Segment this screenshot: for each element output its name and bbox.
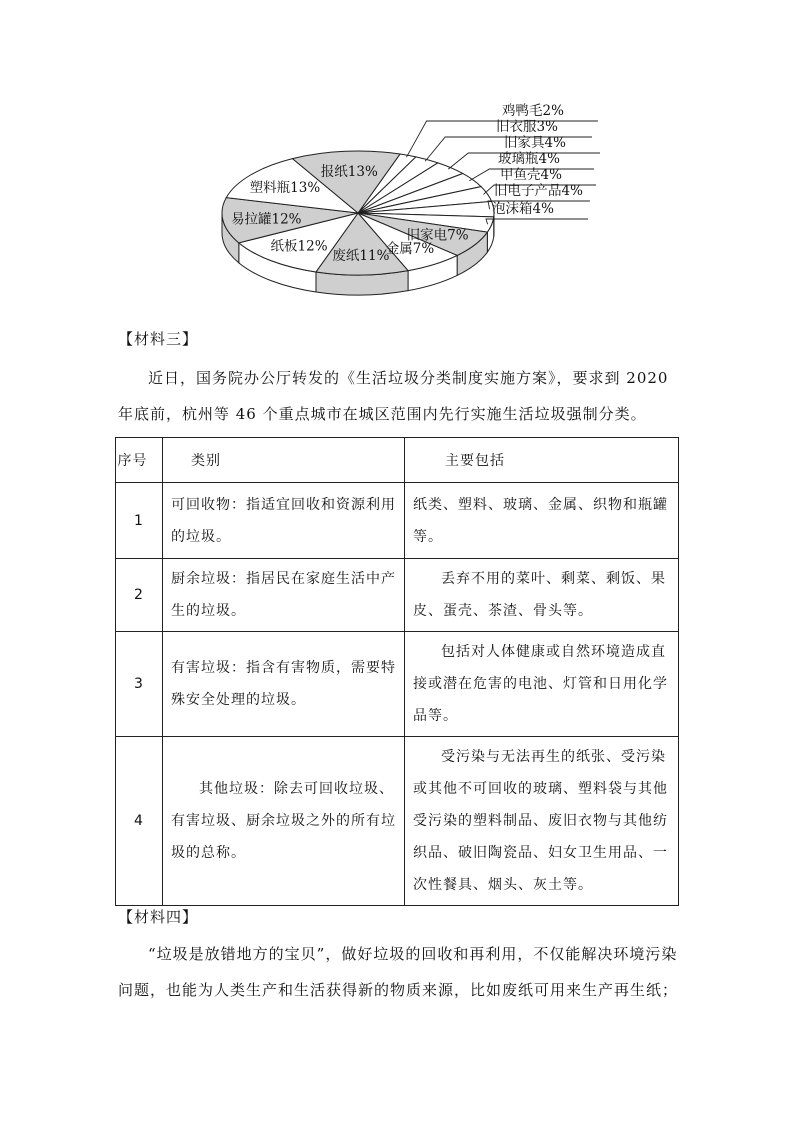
- table-header-row: [116, 438, 679, 483]
- pie-label: 旧电子产品4%: [494, 183, 583, 199]
- pie-label: 玻璃瓶4%: [498, 151, 560, 167]
- material4-paragraph: “垃圾是放错地方的宝贝”，做好垃圾的回收和再利用，不仅能解决环境污染问题，也能为人类生产和生活获得新的物质来源，比如废纸可用来生产再生纸；: [118, 945, 679, 999]
- pie-label: 鸡鸭毛2%: [502, 103, 564, 119]
- row-category: 其他垃圾：除去可回收垃圾、有害垃圾、厨余垃圾之外的所有垃圾的总称。: [163, 737, 405, 906]
- material4-heading: 【材料四】: [118, 908, 199, 926]
- row-includes: 纸类、塑料、玻璃、金属、织物和瓶罐等。: [405, 483, 679, 559]
- row-number: 4: [116, 737, 163, 906]
- pie-label: 旧家电7%: [406, 227, 469, 244]
- row-category: 可回收物：指适宜回收和资源利用的垃圾。: [163, 483, 405, 559]
- table-row: [116, 559, 679, 632]
- pie-label: 易拉罐12%: [230, 211, 302, 228]
- header-index: 序号: [116, 438, 163, 483]
- row-number: 1: [116, 483, 163, 559]
- pie-label: 报纸13%: [320, 164, 378, 181]
- row-includes: 丢弃不用的菜叶、剩菜、剩饭、果皮、蛋壳、茶渣、骨头等。: [405, 559, 679, 632]
- material3-line1: 近日，国务院办公厅转发的《生活垃圾分类制度实施方案》，要求到 2020: [148, 369, 669, 387]
- material3-line2: 年底前，杭州等 46 个重点城市在城区范围内先行实施生活垃圾强制分类。: [118, 405, 647, 423]
- pie-label: 纸板12%: [270, 238, 328, 255]
- pie-label: 旧衣服3%: [496, 119, 558, 135]
- pie-label: 废纸11%: [332, 248, 390, 265]
- row-includes: 包括对人体健康或自然环境造成直接或潜在危害的电池、灯管和日用化学品等。: [405, 632, 679, 737]
- row-number: 2: [116, 559, 163, 632]
- pie-label: 金属7%: [385, 240, 435, 257]
- row-includes: 受污染与无法再生的纸张、受污染或其他不可回收的玻璃、塑料袋与其他受污染的塑料制品、废旧衣物与其他纺织品、破旧陶瓷品、妇女卫生用品、一次性餐具、烟头、灰土等。: [405, 737, 679, 906]
- pie-label: 塑料瓶13%: [249, 180, 321, 197]
- table-row: [116, 483, 679, 559]
- waste-classification-table: [115, 437, 679, 906]
- waste-composition-pie-chart: [210, 95, 610, 315]
- row-category: 有害垃圾：指含有害物质，需要特殊安全处理的垃圾。: [163, 632, 405, 737]
- pie-label: 泡沫箱4%: [492, 201, 554, 217]
- header-category: 类别: [163, 438, 405, 483]
- row-number: 3: [116, 632, 163, 737]
- material3-heading: 【材料三】: [118, 330, 199, 348]
- pie-label: 旧家具4%: [504, 135, 566, 151]
- row-category: 厨余垃圾：指居民在家庭生活中产生的垃圾。: [163, 559, 405, 632]
- pie-leader-line: [486, 219, 588, 224]
- header-includes: 主要包括: [405, 438, 679, 483]
- table-row: [116, 632, 679, 737]
- pie-label: 甲鱼壳4%: [500, 167, 562, 183]
- table-row: [116, 737, 679, 906]
